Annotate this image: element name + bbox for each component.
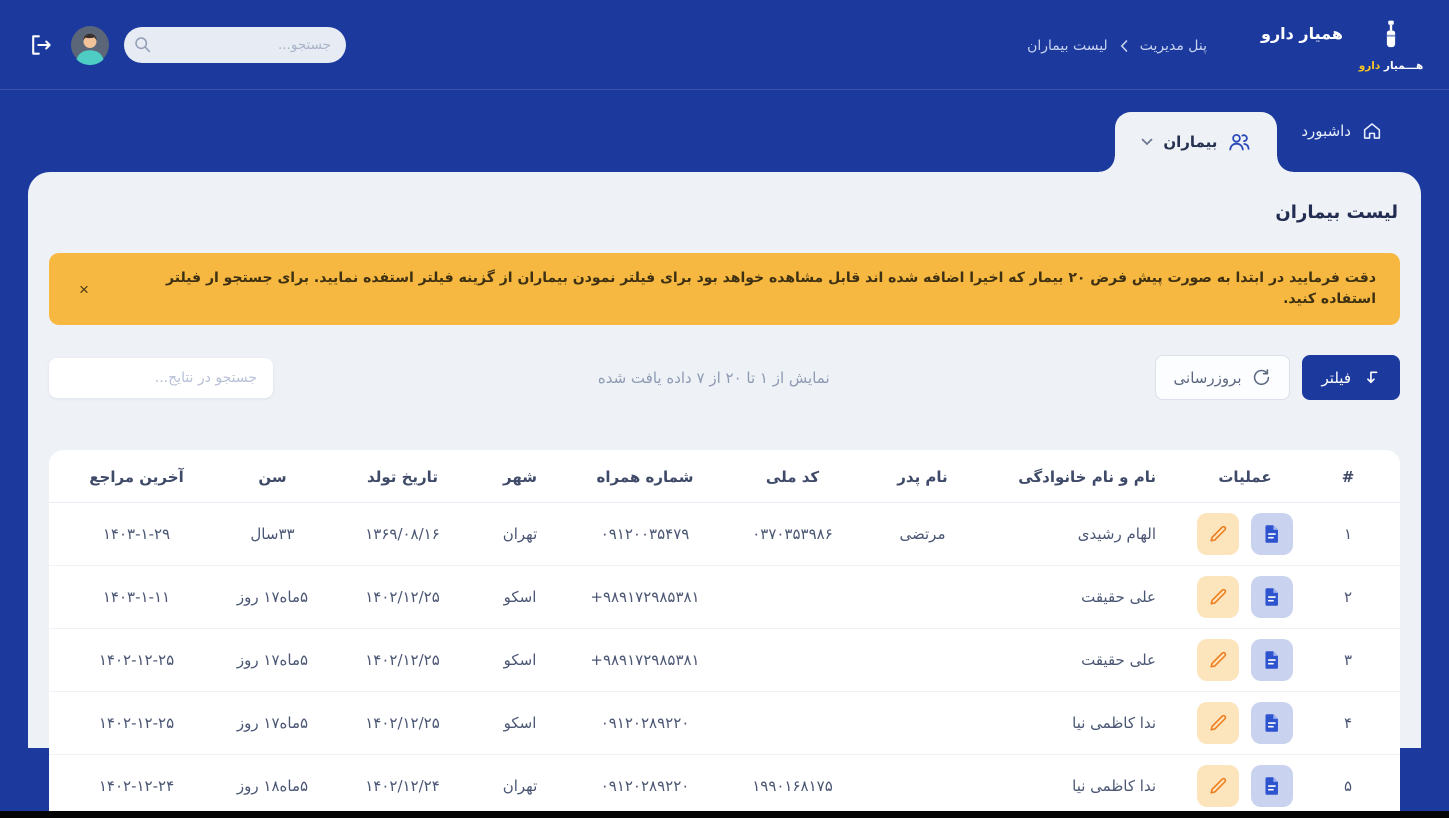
row-actions [1180,639,1310,681]
global-search-input[interactable] [160,37,331,53]
view-record-button[interactable] [1251,513,1293,555]
column-header: تاریخ تولد [335,450,470,503]
column-header: شماره همراه [570,450,720,503]
search-icon [133,35,152,54]
page-title: لیست بیماران [1275,202,1398,223]
row-name-cell: علی حقیقت [980,566,1170,629]
row-father-cell [865,629,980,692]
app-logo [1359,18,1423,72]
row-name-cell: ندا کاظمی نیا [980,692,1170,755]
row-actions [1180,513,1310,555]
breadcrumb-parent[interactable]: پنل مدیریت [1139,37,1207,54]
row-phone-cell: ۹۸۹۱۷۲۹۸۵۳۸۱+ [570,629,720,692]
edit-patient-button[interactable] [1197,765,1239,807]
pencil-icon [1207,712,1229,734]
document-icon [1261,649,1283,671]
logo-caption-main: هـــمیار [1383,59,1424,72]
row-city-cell: اسکو [470,692,570,755]
tab-patients[interactable] [1115,112,1277,172]
row-age-cell: ۵ماه۱۸ روز [210,755,335,818]
row-city-cell: اسکو [470,629,570,692]
row-birth-date-cell: ۱۳۶۹/۰۸/۱۶ [335,503,470,566]
results-search-input[interactable] [49,358,273,398]
row-index-cell: ۳ [1320,629,1400,692]
row-index-cell: ۵ [1320,755,1400,818]
view-record-button[interactable] [1251,639,1293,681]
row-father-cell [865,692,980,755]
row-last-visit-cell: ۱۴۰۳-۱-۲۹ [49,503,210,566]
brand [1261,18,1423,72]
refresh-button-label: بروزرسانی [1173,368,1242,387]
column-header: نام و نام خانوادگی [980,450,1170,503]
pencil-icon [1207,775,1229,797]
row-actions-cell [1170,503,1320,566]
column-header: آخرین مراجع [49,450,210,503]
row-last-visit-cell: ۱۴۰۲-۱۲-۲۴ [49,755,210,818]
filter-button[interactable] [1302,355,1400,400]
row-actions-cell [1170,692,1320,755]
row-actions [1180,765,1310,807]
column-header: نام پدر [865,450,980,503]
row-last-visit-cell: ۱۴۰۲-۱۲-۲۵ [49,629,210,692]
row-phone-cell: ۰۹۱۲۰۲۸۹۲۲۰ [570,692,720,755]
table-row[interactable] [49,629,1400,692]
row-father-cell [865,566,980,629]
document-icon [1261,586,1283,608]
row-national-id-cell [720,692,865,755]
column-header: سن [210,450,335,503]
banner-close-button[interactable]: × [73,279,95,300]
document-icon [1261,523,1283,545]
home-icon [1361,120,1383,142]
table-head [49,450,1400,503]
document-icon [1261,712,1283,734]
column-header: کد ملی [720,450,865,503]
row-actions [1180,576,1310,618]
bottom-edge-bar [0,811,1449,818]
row-actions [1180,702,1310,744]
pencil-icon [1207,523,1229,545]
table-row[interactable] [49,503,1400,566]
pencil-icon [1207,586,1229,608]
patients-card [28,172,1421,795]
row-age-cell: ۳۳سال [210,503,335,566]
document-icon [1261,775,1283,797]
row-name-cell: علی حقیقت [980,629,1170,692]
refresh-button[interactable] [1155,355,1290,400]
avatar-illustration [71,26,109,64]
row-phone-cell: ۹۸۹۱۷۲۹۸۵۳۸۱+ [570,566,720,629]
row-father-cell: مرتضی [865,503,980,566]
table-row[interactable] [49,566,1400,629]
row-age-cell: ۵ماه۱۷ روز [210,692,335,755]
logo-caption [1359,60,1424,72]
row-city-cell: تهران [470,503,570,566]
edit-patient-button[interactable] [1197,639,1239,681]
edit-patient-button[interactable] [1197,513,1239,555]
row-national-id-cell [720,629,865,692]
column-header: عملیات [1170,450,1320,503]
tab-dashboard[interactable] [1277,90,1407,172]
table-body [49,503,1400,818]
row-age-cell: ۵ماه۱۷ روز [210,566,335,629]
controls-row [49,355,1400,400]
top-header [0,0,1449,90]
table-row[interactable] [49,755,1400,818]
tab-patients-label: بیماران [1163,133,1218,151]
row-birth-date-cell: ۱۴۰۲/۱۲/۲۵ [335,566,470,629]
view-record-button[interactable] [1251,576,1293,618]
info-banner [49,253,1400,325]
edit-patient-button[interactable] [1197,702,1239,744]
row-city-cell: اسکو [470,566,570,629]
row-national-id-cell: ۰۳۷۰۳۵۳۹۸۶ [720,503,865,566]
logo-caption-accent: دارو [1358,59,1381,72]
row-age-cell: ۵ماه۱۷ روز [210,629,335,692]
patients-table-container [49,450,1400,818]
user-area [26,26,346,64]
row-index-cell: ۱ [1320,503,1400,566]
row-birth-date-cell: ۱۴۰۲/۱۲/۲۴ [335,755,470,818]
row-actions-cell [1170,629,1320,692]
view-record-button[interactable] [1251,765,1293,807]
pencil-icon [1207,649,1229,671]
row-last-visit-cell: ۱۴۰۲-۱۲-۲۵ [49,692,210,755]
row-phone-cell: ۰۹۱۲۰۰۳۵۴۷۹ [570,503,720,566]
row-birth-date-cell: ۱۴۰۲/۱۲/۲۵ [335,692,470,755]
table-header-row [49,450,1400,503]
row-actions-cell [1170,755,1320,818]
row-name-cell: ندا کاظمی نیا [980,755,1170,818]
app-title: همیار دارو [1261,24,1343,43]
chevron-left-icon [1120,40,1128,52]
table-row[interactable] [49,692,1400,755]
row-last-visit-cell: ۱۴۰۳-۱-۱۱ [49,566,210,629]
logout-icon [28,32,54,58]
row-national-id-cell: ۱۹۹۰۱۶۸۱۷۵ [720,755,865,818]
column-header: # [1320,450,1400,503]
row-index-cell: ۴ [1320,692,1400,755]
info-banner-text: دقت فرمایید در ابتدا به صورت پیش فرض ۲۰ بیمار که اخیرا اضافه شده اند قابل مشاهده خواهد بود برای فیلتر نمودن بیماران از گزینه فیلتر استفده نمایید. برای جستجو ار فیلتر استفاده کنید. [166,270,1376,307]
users-icon [1227,130,1251,154]
patients-table [49,450,1400,818]
column-header: شهر [470,450,570,503]
chevron-down-icon [1141,138,1153,146]
view-record-button[interactable] [1251,702,1293,744]
breadcrumb [1027,38,1207,54]
refresh-icon [1252,368,1271,387]
row-father-cell [865,755,980,818]
row-birth-date-cell: ۱۴۰۲/۱۲/۲۵ [335,629,470,692]
row-phone-cell: ۰۹۱۲۰۲۸۹۲۲۰ [570,755,720,818]
row-name-cell: الهام رشیدی [980,503,1170,566]
row-index-cell: ۲ [1320,566,1400,629]
tab-dashboard-label: داشبورد [1301,122,1351,140]
row-national-id-cell [720,566,865,629]
edit-patient-button[interactable] [1197,576,1239,618]
filter-icon [1361,368,1380,387]
global-search[interactable] [124,27,346,63]
result-summary: نمایش از ۱ تا ۲۰ از ۷ داده یافت شده [597,368,830,387]
tab-bar [0,90,1449,172]
ampoule-icon [1380,18,1402,58]
row-actions-cell [1170,566,1320,629]
row-city-cell: تهران [470,755,570,818]
user-avatar[interactable] [71,26,109,64]
breadcrumb-current: لیست بیماران [1027,37,1108,54]
filter-button-label: فیلتر [1321,368,1351,387]
logout-button[interactable] [26,30,56,60]
